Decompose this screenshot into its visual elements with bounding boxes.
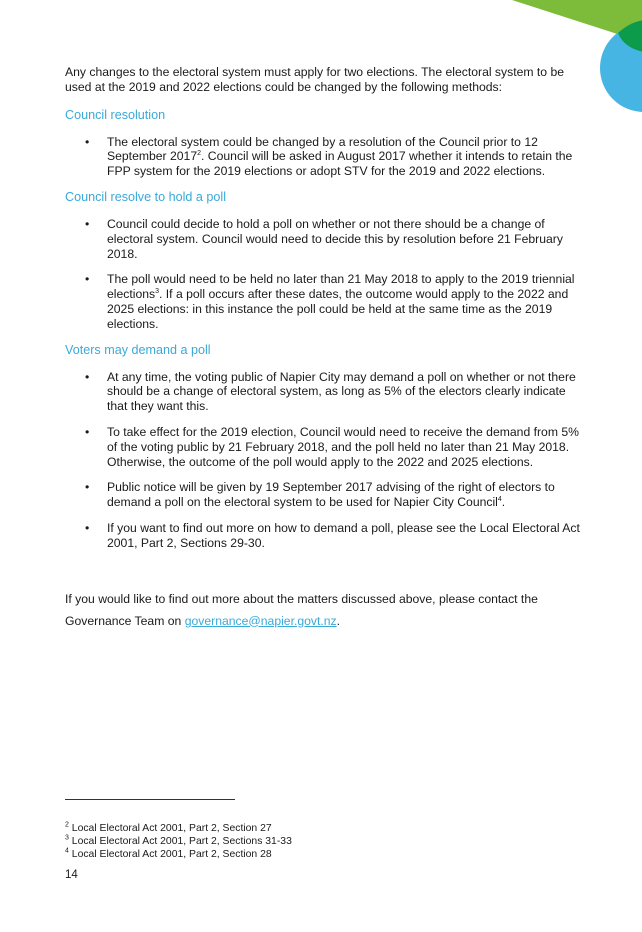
intro-paragraph: Any changes to the electoral system must apply for two elections. The electoral system to be used at the 2019 and 2022 elections could be changed by the following methods: xyxy=(65,65,565,94)
list-council-resolution xyxy=(65,135,580,179)
list-item: • At any time, the voting public of Napier City may demand a poll on whether or not there should be a change of electoral system, as long as 5% of the electors clearly indicate that they want this. xyxy=(65,370,580,414)
footnotes xyxy=(65,822,292,862)
footnote-3: $^3$ Local Electoral Act 2001, Part 2, Sections 31-33 xyxy=(65,834,292,848)
list-item: • Council could decide to hold a poll on whether or not there should be a change of electoral system. Council would need to decide this by resolution before 21 February 2018. xyxy=(65,217,580,261)
contact-paragraph: If you would like to find out more about the matters discussed above, please contact the Governance Team on governance@napier.govt.nz. xyxy=(65,591,538,628)
page-number: 14 xyxy=(65,869,78,881)
list-council-poll xyxy=(65,217,580,332)
list-item: • The electoral system could be changed by a resolution of the Council prior to 12 September 2017$^2$. Council will be asked in August 2017 whether it intends to retain the FPP system for the 2019 elections or adopt STV for the 2019 and 2022 elections. xyxy=(65,135,580,179)
footnote-2: $^2$ Local Electoral Act 2001, Part 2, Section 27 xyxy=(65,821,272,834)
heading-council-poll: Council resolve to hold a poll xyxy=(65,189,227,204)
governance-email-link[interactable]: governance@napier.govt.nz xyxy=(184,613,337,628)
list-item: • If you want to find out more on how to demand a poll, please see the Local Electoral Act 2001, Part 2, Sections 29-30. xyxy=(65,521,580,551)
list-voters-poll xyxy=(65,370,580,551)
heading-council-resolution: Council resolution xyxy=(65,107,166,122)
page-content xyxy=(65,65,580,632)
list-item: • To take effect for the 2019 election, Council would need to receive the demand from 5% of the voting public by 21 February 2018, and the poll held no later than 21 May 2018. Otherwise, the outcome of the poll would apply to the 2022 and 2025 elections. xyxy=(65,425,580,469)
list-item: • The poll would need to be held no later than 21 May 2018 to apply to the 2019 triennial elections$^3$. If a poll occurs after these dates, the outcome would apply to the 2022 and 2025 elections: in this instance the poll could be held at the same time as the 2019 elections. xyxy=(65,272,580,331)
footnote-4: $^4$ Local Electoral Act 2001, Part 2, Section 28 xyxy=(65,847,272,861)
list-item: • Public notice will be given by 19 September 2017 advising of the right of electors to demand a poll on the electoral system to be used for Napier City Council$^4$. xyxy=(65,480,580,510)
heading-voters-poll: Voters may demand a poll xyxy=(65,342,211,357)
footnote-divider xyxy=(65,799,235,800)
